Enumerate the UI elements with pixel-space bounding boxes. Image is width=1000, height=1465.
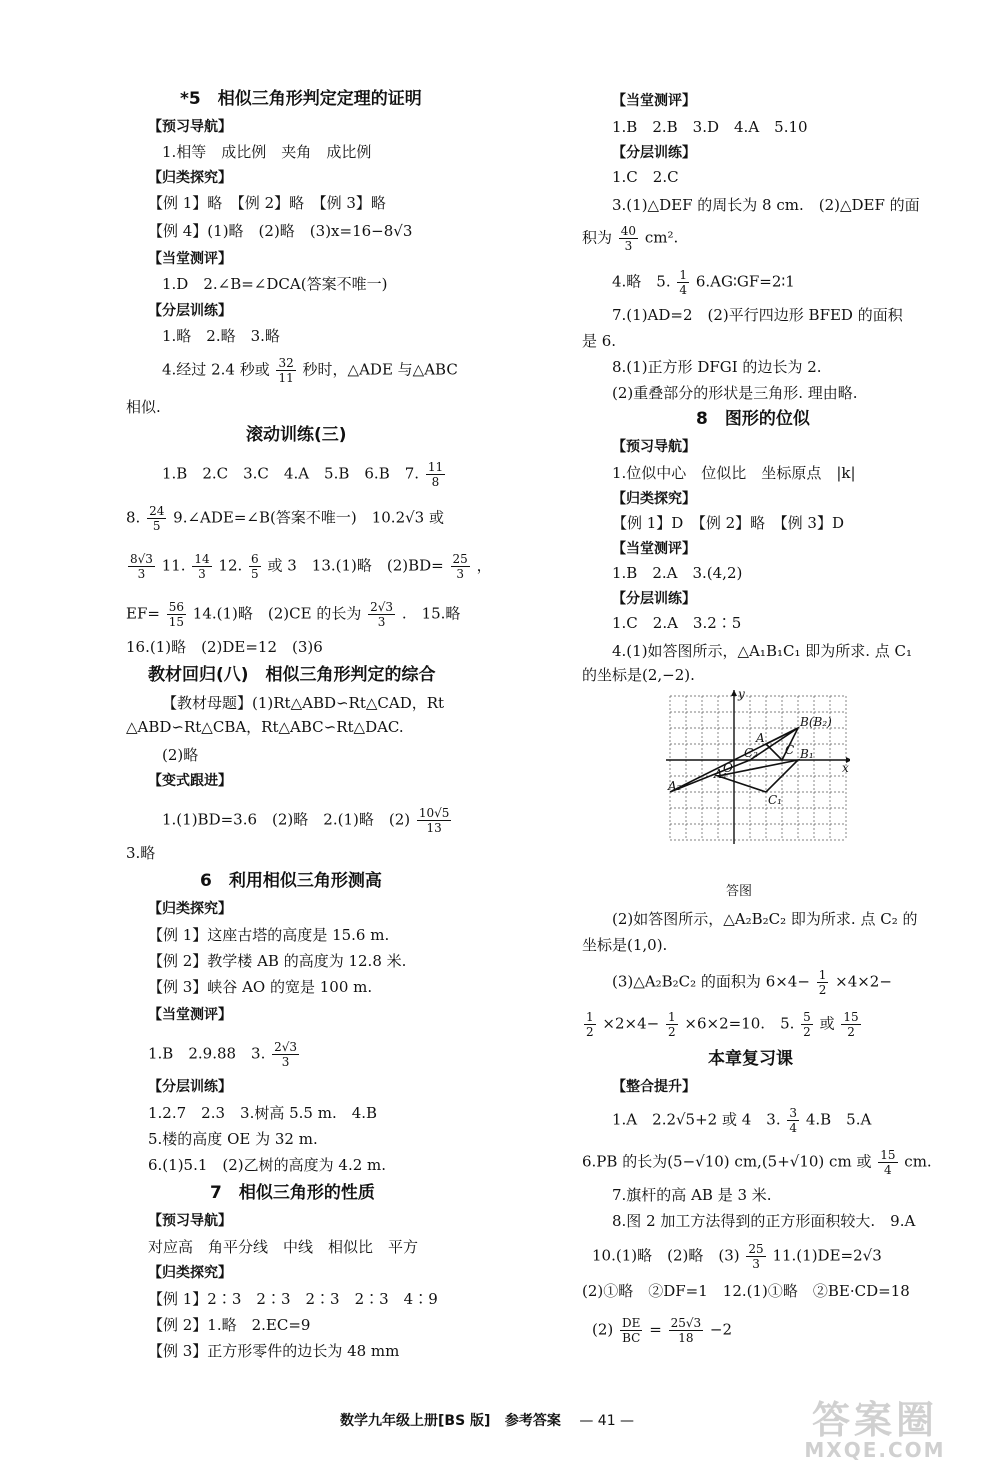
label-a: A: [756, 731, 765, 745]
fraction: $\frac{32}{11}$: [278, 356, 294, 385]
section-title: 滚动训练(三): [246, 425, 347, 445]
fraction: $\frac{6}{5}$: [251, 552, 259, 581]
answer-line: 1.2.7 2.3 3.树高 5.5 m. 4.B: [148, 1104, 378, 1122]
label-y: y: [738, 688, 745, 701]
answer-line: 1.相等 成比例 夹角 成比例: [162, 143, 372, 161]
footer-book: 数学九年级上册[BS 版]: [340, 1413, 491, 1429]
fraction: $\frac{1}{2}$: [586, 1010, 594, 1039]
section-title: 本章复习课: [708, 1049, 793, 1069]
answer-line: $\frac{1}{2}$ ×2×4− $\frac{1}{2}$ ×6×2=10. 5. $\frac{5}{2}$ 或 $\frac{15}{2}$: [586, 1010, 859, 1039]
coordinate-figure: [660, 688, 850, 870]
section-tag: 【预习导航】: [612, 439, 696, 455]
answer-line: 1.B 2.9.88 3. $\frac{2√3}{3}$: [148, 1040, 298, 1069]
section-tag: 【归类探究】: [612, 491, 696, 507]
answer-line: 10.(1)略 (2)略 (3) $\frac{25}{3}$ 11.(1)DE=2√3: [592, 1242, 882, 1271]
label-c2: C₂: [744, 746, 758, 760]
fraction: $\frac{11}{8}$: [427, 460, 444, 489]
answer-line: (2)重叠部分的形状是三角形. 理由略.: [612, 384, 858, 402]
answer-line: 6.PB 的长为(5−√10) cm,(5+√10) cm 或 $\frac{15}{4}$ cm.: [582, 1148, 932, 1177]
section-tag: 【变式跟进】: [148, 773, 232, 789]
answer-line: 1.略 2.略 3.略: [162, 327, 280, 345]
label-b-b2: B(B₂): [800, 715, 832, 729]
y-axis-arrow: [731, 690, 737, 696]
section-title: 教材回归(八) 相似三角形判定的综合: [148, 665, 436, 685]
answer-line: 1.A 2.2√5+2 或 4 3. $\frac{3}{4}$ 4.B 5.A: [612, 1106, 872, 1135]
section-title: 7 相似三角形的性质: [210, 1183, 375, 1203]
answer-line: 4.略 5. $\frac{1}{4}$ 6.AG∶GF=2∶1: [612, 268, 795, 297]
answer-line: 【教材母题】(1)Rt△ABD∽Rt△CAD，Rt: [162, 694, 445, 712]
figure-axes: [666, 690, 850, 844]
answer-line: 【例 1】这座古塔的高度是 15.6 m.: [148, 926, 390, 944]
answer-line: 1.(1)BD=3.6 (2)略 2.(1)略 (2) $\frac{10√5}{13}$: [162, 806, 450, 835]
answer-line: 1.B 2.A 3.(4,2): [612, 564, 743, 582]
answer-line: 16.(1)略 (2)DE=12 (3)6: [126, 638, 323, 656]
label-a1: A₁: [714, 767, 728, 781]
fraction: $\frac{5}{2}$: [803, 1010, 811, 1039]
watermark-logo: [760, 1400, 990, 1460]
label-a2: A₂: [668, 779, 682, 793]
fraction: $\frac{25}{3}$: [748, 1242, 764, 1271]
answer-line: 1.位似中心 位似比 坐标原点 |k|: [612, 464, 856, 482]
fraction: $\frac{8√3}{3}$: [130, 552, 153, 581]
watermark-text: 答案圈: [811, 1398, 938, 1442]
fraction: $\frac{2√3}{3}$: [274, 1040, 298, 1069]
fraction: $\frac{1}{2}$: [668, 1010, 676, 1039]
answer-line: 相似.: [126, 398, 161, 416]
fraction: $\frac{15}{4}$: [880, 1148, 896, 1177]
answer-line: 的坐标是(2,−2).: [582, 666, 695, 684]
answer-line: 8.图 2 加工方法得到的正方形面积较大. 9.A: [612, 1212, 916, 1230]
answer-line: 8.(1)正方形 DFGI 的边长为 2.: [612, 358, 822, 376]
answer-line: 【例 2】1.略 2.EC=9: [148, 1316, 311, 1334]
answer-line: 3.略: [126, 844, 156, 862]
answer-line: 【例 3】正方形零件的边长为 48 mm: [148, 1342, 400, 1360]
answer-line: 是 6.: [582, 332, 617, 350]
answer-line: $\frac{8√3}{3}$ 11. $\frac{14}{3}$ 12. $\frac{6}{5}$ 或 3 13.(1)略 (2)BD= $\frac{25}{3}$ ，: [130, 552, 492, 581]
label-o: O: [723, 761, 733, 775]
answer-line: 坐标是(1,0).: [582, 936, 668, 954]
fraction: $\frac{40}{3}$: [620, 224, 637, 253]
section-title: 6 利用相似三角形测高: [200, 871, 382, 891]
answer-line: 3.(1)△DEF 的周长为 8 cm. (2)△DEF 的面: [612, 196, 920, 214]
answer-line: 【例 3】峡谷 AO 的宽是 100 m.: [148, 978, 373, 996]
section-tag: 【分层训练】: [148, 1079, 232, 1095]
answer-line: 7.旗杆的高 AB 是 3 米.: [612, 1186, 772, 1204]
section-tag: 【归类探究】: [148, 901, 232, 917]
answer-line: (3)△A₂B₂C₂ 的面积为 6×4− $\frac{1}{2}$ ×4×2−: [612, 968, 892, 997]
section-tag: 【整合提升】: [612, 1079, 696, 1095]
answer-line: 【例 1】略 【例 2】略 【例 3】略: [148, 194, 386, 212]
section-tag: 【当堂测评】: [148, 1007, 232, 1023]
answer-line: 积为 $\frac{40}{3}$ cm².: [582, 224, 679, 253]
section-tag: 【当堂测评】: [612, 93, 696, 109]
section-tag: 【当堂测评】: [612, 541, 696, 557]
fraction: $\frac{3}{4}$: [789, 1106, 798, 1135]
footer-answers: 参考答案: [504, 1413, 561, 1429]
label-x: x: [842, 761, 849, 775]
figure-caption: 答图: [726, 884, 753, 899]
answer-line: (2) $\frac{DE}{BC}$ = $\frac{25√3}{18}$ −2: [592, 1316, 733, 1345]
answer-line: 1.C 2.C: [612, 168, 679, 186]
answer-line: 对应高 角平分线 中线 相似比 平方: [148, 1238, 419, 1256]
answer-line: 1.B 2.B 3.D 4.A 5.10: [612, 118, 808, 136]
section-tag: 【分层训练】: [612, 591, 696, 607]
section-tag: 【预习导航】: [148, 1213, 232, 1229]
section-tag: 【当堂测评】: [148, 251, 232, 267]
answer-line: △ABD∽Rt△CBA，Rt△ABC∽Rt△DAC.: [126, 718, 404, 736]
fraction: $\frac{15}{2}$: [843, 1010, 859, 1039]
answer-line: 【例 1】D 【例 2】略 【例 3】D: [612, 514, 844, 532]
section-tag: 【分层训练】: [612, 145, 696, 161]
section-tag: 【预习导航】: [148, 119, 232, 135]
fraction: $\frac{10√5}{13}$: [418, 806, 450, 835]
section-tag: 【归类探究】: [148, 170, 232, 186]
answer-line: 1.B 2.C 3.C 4.A 5.B 6.B 7. $\frac{11}{8}$: [162, 460, 444, 489]
fraction: $\frac{DE}{BC}$: [622, 1316, 641, 1345]
fraction: $\frac{2√3}{3}$: [370, 600, 394, 629]
answer-line: 4.(1)如答图所示，△A₁B₁C₁ 即为所求. 点 C₁: [612, 642, 913, 660]
answer-line: 【例 1】2∶3 2∶3 2∶3 2∶3 4∶9: [148, 1290, 438, 1308]
label-b1: B₁: [800, 747, 814, 761]
label-c1: C₁: [768, 793, 782, 807]
answer-line: 5.楼的高度 OE 为 32 m.: [148, 1130, 318, 1148]
section-tag: 【分层训练】: [148, 303, 232, 319]
answer-line: 7.(1)AD=2 (2)平行四边形 BFED 的面积: [612, 306, 903, 324]
page-number: — 41 —: [579, 1413, 635, 1429]
page-footer: [340, 1410, 634, 1430]
answer-line: (2)略: [162, 746, 199, 764]
fraction: $\frac{14}{3}$: [194, 552, 210, 581]
answer-line: 【例 2】教学楼 AB 的高度为 12.8 米.: [148, 952, 407, 970]
fraction: $\frac{56}{15}$: [168, 600, 184, 629]
answer-line: EF= $\frac{56}{15}$ 14.(1)略 (2)CE 的长为 $\frac{2√3}{3}$ . 15.略: [126, 600, 461, 629]
label-c: C: [785, 743, 795, 757]
answer-line: 4.经过 2.4 秒或 $\frac{32}{11}$ 秒时，△ADE 与△ABC: [162, 356, 458, 385]
answer-line: 1.C 2.A 3.2∶5: [612, 614, 742, 632]
section-title: 8 图形的位似: [696, 409, 810, 429]
fraction: $\frac{24}{5}$: [149, 504, 165, 533]
answer-line: (2)①略 ②DF=1 12.(1)①略 ②BE·CD=18: [582, 1282, 910, 1300]
fraction: $\frac{1}{4}$: [679, 268, 688, 297]
answer-line: 6.(1)5.1 (2)乙树的高度为 4.2 m.: [148, 1156, 387, 1174]
answer-line: 8. $\frac{24}{5}$ 9.∠ADE=∠B(答案不唯一) 10.2√3 或: [126, 504, 444, 533]
section-title: *5 相似三角形判定定理的证明: [180, 89, 422, 109]
answer-line: 【例 4】(1)略 (2)略 (3)x=16−8√3: [148, 222, 413, 240]
section-tag: 【归类探究】: [148, 1265, 232, 1281]
fraction: $\frac{1}{2}$: [818, 968, 827, 997]
answer-line: 1.D 2.∠B=∠DCA(答案不唯一): [162, 275, 388, 293]
fraction: $\frac{25}{3}$: [452, 552, 468, 581]
watermark-url: MXQE.COM: [804, 1438, 946, 1462]
answer-line: (2)如答图所示，△A₂B₂C₂ 即为所求. 点 C₂ 的: [612, 910, 918, 928]
fraction: $\frac{25√3}{18}$: [670, 1316, 702, 1345]
